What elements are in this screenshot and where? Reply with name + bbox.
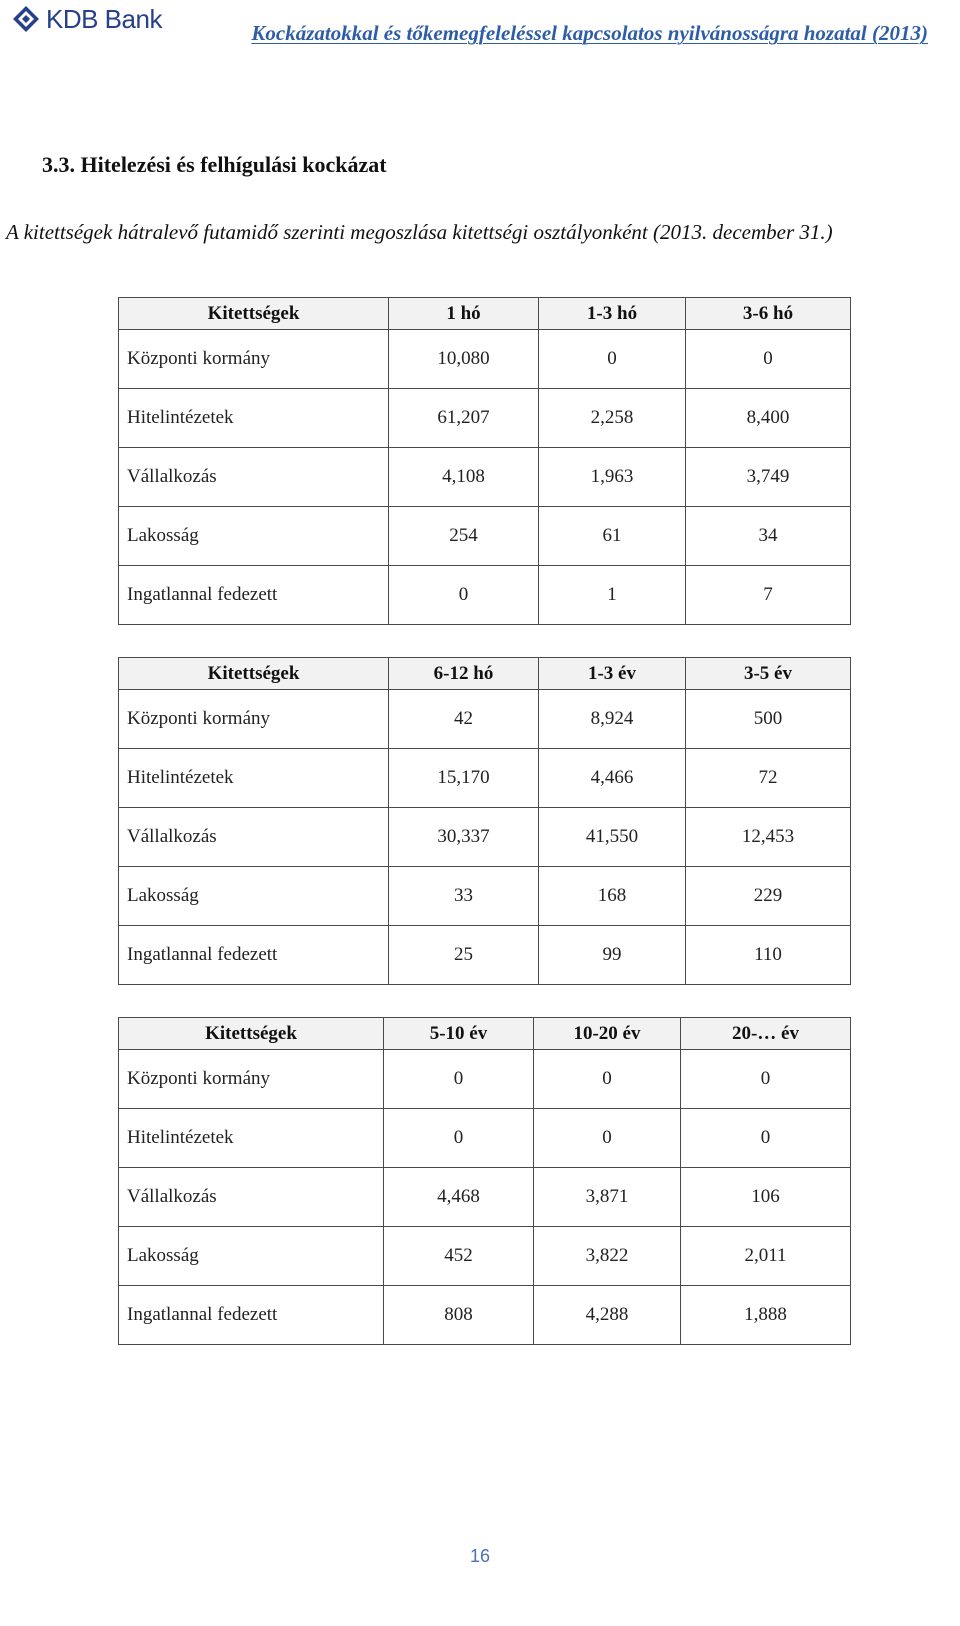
table-cell: 0 [384,1050,534,1109]
table-cell: 34 [686,507,851,566]
table-cell: 3,749 [686,448,851,507]
table-cell: 8,924 [539,690,686,749]
table-cell: 1,888 [681,1286,851,1345]
document-header-title: Kockázatokkal és tőkemegfeleléssel kapcsolatos nyilvánosságra hozatal (2013) [251,21,928,45]
table-cell: 0 [686,330,851,389]
row-label: Vállalkozás [119,808,389,867]
table-cell: 41,550 [539,808,686,867]
table-header-row [119,298,851,330]
column-header: 1-3 hó [539,298,686,330]
column-header: 3-6 hó [686,298,851,330]
row-label: Központi kormány [119,690,389,749]
exposure-table-1 [118,297,851,625]
row-label: Központi kormány [119,1050,384,1109]
table-row [119,389,851,448]
table-row [119,867,851,926]
table-cell: 42 [389,690,539,749]
row-label: Lakosság [119,1227,384,1286]
exposure-table-2 [118,657,851,985]
table-header-row [119,1018,851,1050]
column-header: Kitettségek [119,1018,384,1050]
row-label: Ingatlannal fedezett [119,926,389,985]
table-cell: 452 [384,1227,534,1286]
table-cell: 25 [389,926,539,985]
row-label: Vállalkozás [119,448,389,507]
table-row [119,926,851,985]
table-cell: 106 [681,1168,851,1227]
column-header: 6-12 hó [389,658,539,690]
table-cell: 61 [539,507,686,566]
row-label: Lakosság [119,507,389,566]
table-cell: 1,963 [539,448,686,507]
table-cell: 1 [539,566,686,625]
table-row [119,690,851,749]
table-row [119,1050,851,1109]
column-header: 5-10 év [384,1018,534,1050]
column-header: 1-3 év [539,658,686,690]
row-label: Hitelintézetek [119,389,389,448]
column-header: 20-… év [681,1018,851,1050]
table-row [119,330,851,389]
table-header-row [119,658,851,690]
table-cell: 10,080 [389,330,539,389]
table-cell: 0 [384,1109,534,1168]
table-cell: 229 [686,867,851,926]
table-cell: 3,871 [534,1168,681,1227]
table-row [119,566,851,625]
column-header: Kitettségek [119,658,389,690]
table-row [119,1227,851,1286]
row-label: Lakosság [119,867,389,926]
table-cell: 72 [686,749,851,808]
exposure-table-3 [118,1017,851,1345]
section-heading: 3.3. Hitelezési és felhígulási kockázat [42,152,387,177]
table-row [119,808,851,867]
logo-text: KDB Bank [46,4,162,34]
kdb-logo-icon [12,5,40,33]
column-header: 1 hó [389,298,539,330]
table-cell: 4,108 [389,448,539,507]
table-cell: 0 [534,1109,681,1168]
table-cell: 168 [539,867,686,926]
table-cell: 33 [389,867,539,926]
table-cell: 500 [686,690,851,749]
table-row [119,1168,851,1227]
row-label: Vállalkozás [119,1168,384,1227]
column-header: Kitettségek [119,298,389,330]
table-cell: 99 [539,926,686,985]
row-label: Hitelintézetek [119,1109,384,1168]
table-cell: 4,468 [384,1168,534,1227]
table-cell: 30,337 [389,808,539,867]
table-row [119,1109,851,1168]
row-label: Ingatlannal fedezett [119,566,389,625]
row-label: Hitelintézetek [119,749,389,808]
table-cell: 808 [384,1286,534,1345]
table-cell: 61,207 [389,389,539,448]
table-cell: 0 [681,1109,851,1168]
table-cell: 254 [389,507,539,566]
table-row [119,507,851,566]
row-label: Ingatlannal fedezett [119,1286,384,1345]
table-cell: 2,011 [681,1227,851,1286]
row-label: Központi kormány [119,330,389,389]
table-cell: 8,400 [686,389,851,448]
table-cell: 0 [389,566,539,625]
table-cell: 2,258 [539,389,686,448]
table-cell: 3,822 [534,1227,681,1286]
table-cell: 4,466 [539,749,686,808]
column-header: 10-20 év [534,1018,681,1050]
table-cell: 4,288 [534,1286,681,1345]
table-cell: 110 [686,926,851,985]
table-cell: 7 [686,566,851,625]
page-number: 16 [469,1546,491,1566]
table-cell: 0 [534,1050,681,1109]
column-header: 3-5 év [686,658,851,690]
table-cell: 15,170 [389,749,539,808]
table-cell: 0 [681,1050,851,1109]
table-cell: 12,453 [686,808,851,867]
table-row [119,448,851,507]
table-cell: 0 [539,330,686,389]
table-row [119,749,851,808]
table-row [119,1286,851,1345]
kdb-logo [12,4,162,34]
table-caption: A kitettségek hátralevő futamidő szerinti megoszlása kitettségi osztályonként (2013. december 31.) [6,220,833,244]
